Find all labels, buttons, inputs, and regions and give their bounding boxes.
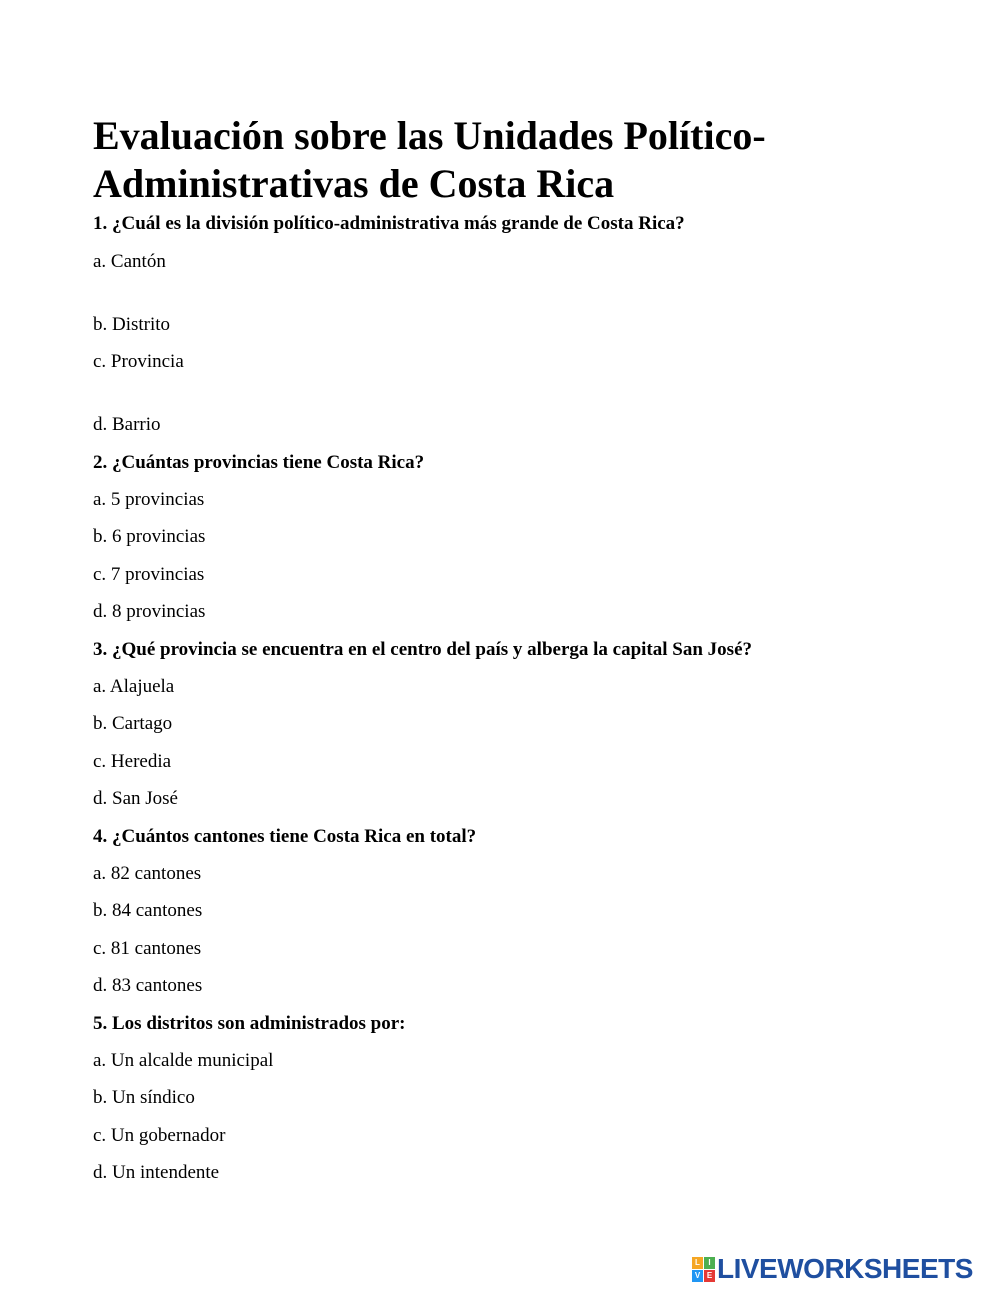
question-4: 4. ¿Cuántos cantones tiene Costa Rica en total? <box>93 826 477 847</box>
question-3-option-a[interactable]: a. Alajuela <box>93 676 175 697</box>
question-2-option-d[interactable]: d. 8 provincias <box>93 601 206 622</box>
question-2-option-a[interactable]: a. 5 provincias <box>93 489 205 510</box>
question-5: 5. Los distritos son administrados por: <box>93 1013 406 1034</box>
question-3: 3. ¿Qué provincia se encuentra en el centro del país y alberga la capital San José? <box>93 639 752 660</box>
question-2: 2. ¿Cuántas provincias tiene Costa Rica? <box>93 452 425 473</box>
question-3-option-b[interactable]: b. Cartago <box>93 713 173 734</box>
question-1-option-c[interactable]: c. Provincia <box>93 351 184 372</box>
question-3-option-d[interactable]: d. San José <box>93 788 178 809</box>
question-3-option-c[interactable]: c. Heredia <box>93 751 172 772</box>
question-5-option-d[interactable]: d. Un intendente <box>93 1162 220 1183</box>
question-5-option-b[interactable]: b. Un síndico <box>93 1087 195 1108</box>
question-4-option-b[interactable]: b. 84 cantones <box>93 900 203 921</box>
question-4-option-d[interactable]: d. 83 cantones <box>93 975 203 996</box>
question-2-option-b[interactable]: b. 6 provincias <box>93 526 206 547</box>
question-4-option-a[interactable]: a. 82 cantones <box>93 863 202 884</box>
question-1-option-d[interactable]: d. Barrio <box>93 414 161 435</box>
liveworksheets-logo-icon: L I V E <box>692 1257 714 1281</box>
liveworksheets-branding <box>692 1255 973 1283</box>
question-1: 1. ¿Cuál es la división político-administrativa más grande de Costa Rica? <box>93 213 685 234</box>
question-2-option-c[interactable]: c. 7 provincias <box>93 564 205 585</box>
question-1-option-a[interactable]: a. Cantón <box>93 251 166 272</box>
question-5-option-a[interactable]: a. Un alcalde municipal <box>93 1050 274 1071</box>
question-4-option-c[interactable]: c. 81 cantones <box>93 938 202 959</box>
question-1-option-b[interactable]: b. Distrito <box>93 314 171 335</box>
page-title: Evaluación sobre las Unidades Político-Administrativas de Costa Rica <box>93 113 766 206</box>
liveworksheets-wordmark: LIVEWORKSHEETS <box>717 1253 973 1284</box>
question-5-option-c[interactable]: c. Un gobernador <box>93 1125 226 1146</box>
